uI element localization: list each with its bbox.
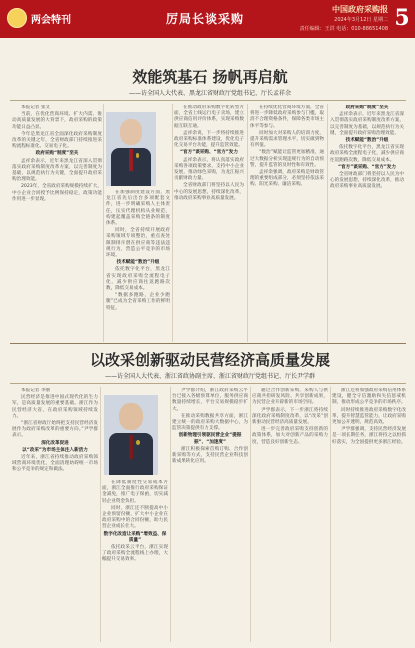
article2-title: 以改采创新驱动民营经济高质量发展 <box>89 351 330 369</box>
article1-portrait <box>106 112 156 186</box>
paragraph: 孟祥余表示，将认真落实政府采购各项政策要求，支持中小企业发展，推动绿色采购，为龙江振兴贡献财政力量。 <box>174 157 244 182</box>
editor-line: 责任编辑：王洪 电话：010-88651408 <box>299 26 388 32</box>
paper-name: 中国政府采购报 <box>332 5 388 14</box>
paragraph: “数治”赋能让监管更加精准，通过大数据分析实现违规行为的自动预警，提升监管的及时性和有效性。 <box>250 150 324 168</box>
paragraph: 民营经济是推进中国式现代化的生力军，是高质量发展的重要基础。浙江作为民营经济大省，在政府采购领域持续发力。 <box>12 395 98 419</box>
subhead: 技术赋能“数治”升级 <box>116 260 160 266</box>
subhead: 技术赋能“数治”升级 <box>345 138 389 144</box>
paragraph: 依托数字化平台，黑龙江省实现政府采购全流程电子化，减少供应商往返跑路次数，降低交易成本。 <box>106 267 170 292</box>
paragraph: 依托数字化平台，黑龙江省实现政府采购全流程电子化，减少供应商往返跑路次数，降低交易成本。 <box>330 145 404 163</box>
paragraph: 孟祥余表示，近年来黑龙江省深入贯彻落实政府采购制度改革方案，以完善制度为基础，以规范执行为关键，全面提升政府采购治理效能。 <box>330 112 404 136</box>
column-divider <box>170 387 171 642</box>
emblem-icon <box>7 8 27 28</box>
section-rule <box>10 343 406 344</box>
article2-rule <box>10 383 406 384</box>
paragraph: 在降低制度性交易成本方面，浙江全面推行政府采购保证金减免，推广电子保函，切实减轻企业资金负担。 <box>102 480 168 504</box>
article1-col4 <box>250 105 324 340</box>
column-divider <box>100 387 101 642</box>
article2-col4 <box>252 388 328 640</box>
column-divider <box>172 104 173 342</box>
subhead: 政府采购“制度”至关 <box>35 151 79 157</box>
article2-col1 <box>12 388 98 640</box>
column-divider <box>330 387 331 642</box>
paragraph: 同时持续推进政府采购数字化改革，提升智慧监管能力，让政府采购更加公开透明、规范高效。 <box>332 407 406 426</box>
issue-date: 2024年3月12日 星期二 <box>334 17 388 23</box>
subhead: “官方”谈采购、“官方”发力 <box>337 164 396 170</box>
column-title: 厉局长谈采购 <box>165 12 244 26</box>
subhead: 深化改革促进 <box>41 440 69 446</box>
article2-portrait <box>104 395 158 475</box>
article1-col3 <box>174 105 244 340</box>
paragraph: “数据多跑路，企业少跑腿”已成为全省采购工作的鲜明特征。 <box>106 293 170 311</box>
paragraph: 当前，在优化营商环境、扩大内需、推动高质量发展的大背景下，政府采购的政策功能日益凸显。 <box>12 112 102 130</box>
column-divider <box>103 104 104 342</box>
subhead: 以“改采”为市场主体注入新活力 <box>22 447 88 453</box>
column-divider <box>250 387 251 642</box>
paragraph: 在加强制度建设方面，黑龙江省先后出台多项配套文件，进一步明确采购人主体责任，压实代理机构从业规范，构建起覆盖采购全链条的制度体系。 <box>106 190 170 227</box>
paragraph: “浙江省财政厅始终把支持民营经济发展作为政府采购改革的重要方向。”尹学群表示。 <box>12 421 98 439</box>
paragraph: 近年来，浙江省持续推动政府采购领域营商环境优化，全面清理妨碍统一市场和公平竞争的规定和做法。 <box>12 455 98 473</box>
paragraph: 全省财政部门将坚持以人民为中心的发展思想，持续深化改革，推动政府采购事业高质量发展。 <box>174 183 244 201</box>
paragraph: 尹学群强调，支持民营经济发展是一项长期任务，浙江将持之以恒抓好落实，为全国提供更多浙江经验。 <box>332 427 406 445</box>
paragraph: 依托政采云平台，浙江实现了政府采购全流程线上办理，大幅提升交易效率。 <box>102 545 168 563</box>
column-divider <box>327 104 328 342</box>
section-label: 两会特刊 <box>31 15 71 26</box>
article1-subtitle: ——访全国人大代表、黑龙江省财政厅党组书记、厅长孟祥余 <box>128 90 291 97</box>
article1-col1 <box>12 105 102 340</box>
article1-col5 <box>330 105 404 340</box>
paragraph: 同时，全省持续开展政府采购领域专项整治，重点查处限制排斥潜在供应商等违法违规行为，营造公平竞争的市场环境。 <box>106 228 170 259</box>
paragraph: 尹学群表示，下一步浙江将持续深化政府采购制度改革，以“改采”创新驱动民营经济高质量发展。 <box>252 407 328 426</box>
article1-col2-lower <box>106 190 170 340</box>
article1-title: 效能筑基石 扬帆再启航 <box>132 68 288 86</box>
paragraph: 尹学群介绍，浙江政府采购云平台已接入各级预算单位，服务供应商数量持续增长，平台交易规模稳步扩大。 <box>172 388 248 412</box>
paragraph: 本报记者 李丽 <box>21 388 51 393</box>
paragraph: 全省财政部门将坚持以人民为中心的发展思想，持续深化改革，推动政府采购事业高质量发展。 <box>330 172 404 190</box>
paragraph: 2023年，全省政府采购规模持续扩大，中小企业合同授予比例保持稳定，政策功能作用进一步显现。 <box>12 184 102 202</box>
article2-col3 <box>172 388 248 640</box>
subhead: 政府采购“制度”至关 <box>345 105 389 110</box>
paragraph: 在持续优化营商环境方面，全省将进一步降低政府采购参与门槛，取消不合理资格条件，保障各类市场主体平等参与。 <box>250 105 324 129</box>
paragraph: 今年是黑龙江省全面深化政府采购制度改革的关键之年，全省财政部门持续推进采购流程标准化、交易电子化。 <box>12 131 102 150</box>
paragraph: 本报记者 张文 <box>21 105 51 110</box>
subhead: 数字化改造让采购“增效益、保质量” <box>103 531 167 543</box>
paragraph: 同时，浙江还不断提高中小企业预留份额，扩大中小企业在政府采购中的合同份额，助力民营企业成长壮大。 <box>102 505 168 530</box>
paragraph: 通过合作创新采购，采购人与供应商共担研发风险、共享创新成果，为民营企业开辟新的市场空间。 <box>252 388 328 406</box>
page-number: 5 <box>394 5 410 31</box>
paragraph: 孟祥余表示，近年来黑龙江省深入贯彻落实政府采购制度改革方案，以完善制度为基础，以规范执行为关键，全面提升政府采购治理效能。 <box>12 158 102 183</box>
column-divider <box>247 104 248 342</box>
paragraph: 同时加大对采购人的培训力度，提升采购需求管理水平，切实做到物有所值。 <box>250 130 324 149</box>
article1-rule <box>10 100 406 101</box>
masthead <box>0 0 415 38</box>
paragraph: 浙江积极探索首购订购、合作创新采购等方式，支持民营企业科技创新成果转化应用。 <box>172 446 248 465</box>
paragraph: 浙江还将加强政府采购信用体系建设，健全守信激励和失信惩戒机制，推动形成公平竞争的市场秩序。 <box>332 388 406 406</box>
article2-col2-lower <box>102 480 168 640</box>
article2-col5 <box>332 388 406 640</box>
paragraph: 孟祥余说，下一步将持续推进政府采购标准体系建设，优化电子化交易平台功能，提升监管效能。 <box>174 130 244 149</box>
subhead: “官方”谈采购、“官方”发力 <box>179 150 238 156</box>
subhead: 创新物理引领驱民营企业“提振振”、“加速度” <box>178 433 242 445</box>
article2-subtitle: ——访全国人大代表、浙江省政协副主席、浙江省财政厅党组书记、厅长尹学群 <box>104 373 315 380</box>
paragraph: 进一步完善政府采购支持创新的政策体系，加大对创新产品的采购力度，营造良好创新生态。 <box>252 427 328 445</box>
paragraph: 在推动采购数据共享方面，浙江建立统一的政府采购大数据中心，为监管决策提供有力支撑。 <box>172 413 248 432</box>
paragraph: 在推动政府采购数字化转型方面，全省上线运行电子卖场，建立供应商信用评价体系，实现采购数据互联互通。 <box>174 105 244 129</box>
paragraph: 孟祥余强调，政府采购是财政管理的重要组成部分，必须坚持依法采购、阳光采购、廉洁采购。 <box>250 170 324 188</box>
